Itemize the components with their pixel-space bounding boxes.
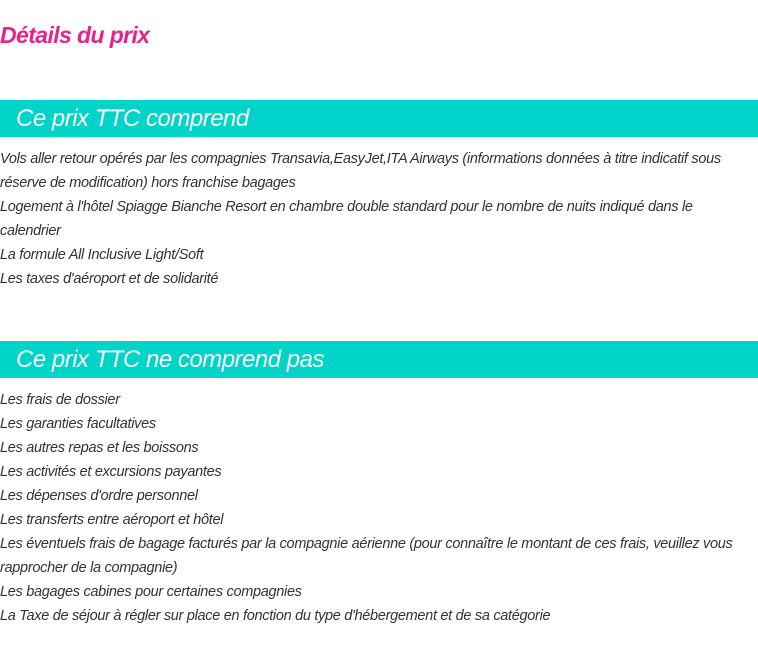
list-item: Les garanties facultatives [0,416,156,432]
list-item: Les éventuels frais de bagage facturés par la compagnie aérienne (pour connaître le montant de ces frais, veuillez vous rapprocher de la compagnie) [0,536,733,576]
list-item: Les transferts entre aéroport et hôtel [0,512,224,528]
list-item: Les activités et excursions payantes [0,464,222,480]
list-item: Vols aller retour opérés par les compagnies Transavia,EasyJet,ITA Airways (informations données à titre indicatif sous réserve de modification) hors franchise bagages [0,151,721,191]
list-item: Les dépenses d'ordre personnel [0,488,198,504]
includes-list [0,147,758,291]
includes-heading: Ce prix TTC comprend [0,100,758,137]
list-item: Logement à l'hôtel Spiagge Bianche Resort en chambre double standard pour le nombre de nuits indiqué dans le calendrier [0,199,693,239]
list-item: La Taxe de séjour à régler sur place en fonction du type d'hébergement et de sa catégorie [0,608,551,624]
list-item: Les bagages cabines pour certaines compagnies [0,584,302,600]
list-item: La formule All Inclusive Light/Soft [0,247,204,263]
excludes-list [0,388,758,628]
list-item: Les taxes d'aéroport et de solidarité [0,271,219,287]
list-item: Les frais de dossier [0,392,120,408]
page-title: Détails du prix [0,22,150,48]
excludes-heading: Ce prix TTC ne comprend pas [0,341,758,378]
list-item: Les autres repas et les boissons [0,440,199,456]
